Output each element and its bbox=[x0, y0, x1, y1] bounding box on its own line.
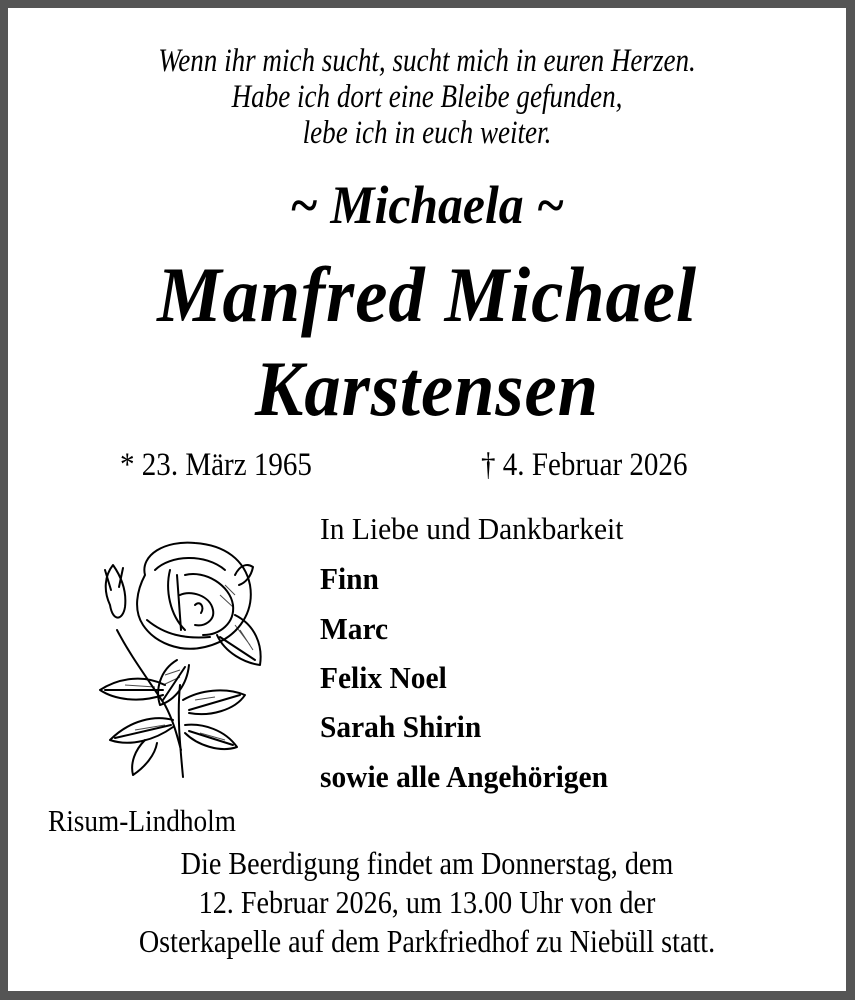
mourner-name: Marc bbox=[320, 611, 389, 646]
mourners-intro: In Liebe und Dankbarkeit bbox=[320, 511, 624, 546]
funeral-line-3: Osterkapelle auf dem Parkfriedhof zu Niebüll statt. bbox=[138, 923, 716, 959]
funeral-line-1: Die Beerdigung findet am Donnerstag, dem bbox=[180, 845, 674, 881]
place-name: Risum-Lindholm bbox=[48, 803, 236, 838]
verse-line-3: lebe ich in euch weiter. bbox=[302, 115, 552, 151]
deceased-name-line-2: Karstensen bbox=[255, 345, 599, 432]
verse-line-2: Habe ich dort eine Bleibe gefunden, bbox=[231, 79, 623, 115]
mourner-name: Felix Noel bbox=[320, 660, 447, 695]
mourner-name: Sarah Shirin bbox=[320, 709, 482, 744]
verse-line-1: Wenn ihr mich sucht, sucht mich in euren Herzen. bbox=[158, 43, 696, 79]
birth-date: * 23. März 1965 bbox=[120, 447, 312, 483]
death-date: † 4. Februar 2026 bbox=[481, 447, 688, 483]
obituary-card bbox=[8, 8, 846, 991]
nickname: ~ Michaela ~ bbox=[289, 175, 565, 235]
mourners-closing: sowie alle Angehörigen bbox=[320, 759, 608, 794]
mourner-name: Finn bbox=[320, 561, 379, 596]
rose-icon bbox=[85, 535, 270, 780]
funeral-line-2: 12. Februar 2026, um 13.00 Uhr von der bbox=[198, 884, 656, 920]
deceased-name-line-1: Manfred Michael bbox=[157, 251, 697, 338]
